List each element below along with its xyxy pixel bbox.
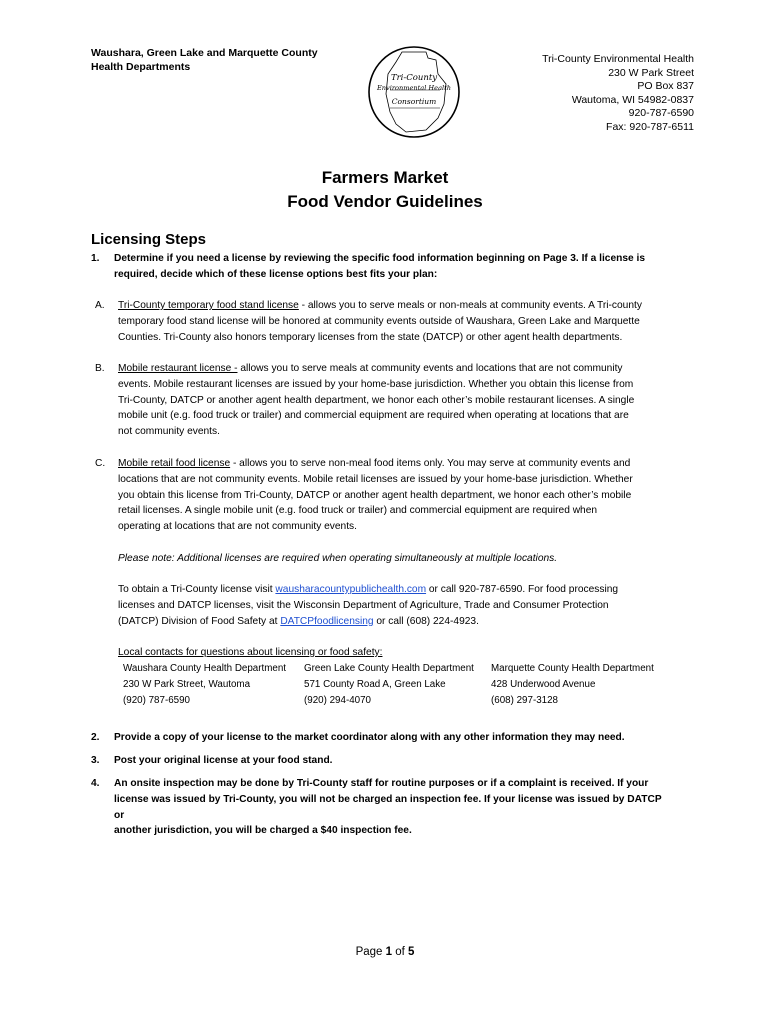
step-1-line: Determine if you need a license by reviewing the specific food information beginning on Page 3. If a license is xyxy=(114,253,646,264)
datcp-food-licensing-link[interactable]: DATCPfoodlicensing xyxy=(280,615,374,627)
option-text: - allows you to serve non-meal food items only. You may serve at community events and xyxy=(230,458,631,469)
contact-name: Green Lake County Health Department xyxy=(304,663,474,674)
contact-phone: (920) 294-4070 xyxy=(304,695,371,706)
document-title-line2: Food Vendor Guidelines xyxy=(287,192,483,211)
obtain-text: (DATCP) Division of Food Safety at xyxy=(118,615,281,627)
contacts-heading: Local contacts for questions about licensing or food safety: xyxy=(118,647,383,658)
contacts-table xyxy=(123,661,683,711)
option-text: - allows you to serve meals or non-meals at community events. A Tri-county xyxy=(298,300,642,311)
option-paragraph xyxy=(118,361,678,440)
section-heading-licensing-steps: Licensing Steps xyxy=(91,231,207,248)
option-line: retail licenses. A single mobile unit (e.g. food truck or trailer) and commercial equipment are required when xyxy=(118,505,598,517)
header-org-line2: Health Departments xyxy=(91,61,191,73)
obtain-line-2: licenses and DATCP licenses, visit the Wisconsin Department of Agriculture, Trade and Consumer Protection xyxy=(118,599,609,611)
option-line: you obtain this license from Tri-County, DATCP or another agent health department, we honor each other’s mobile xyxy=(118,489,632,501)
tri-county-website-link[interactable]: wausharacountypublichealth.com xyxy=(275,584,427,595)
option-paragraph xyxy=(118,298,678,345)
step-line: license was issued by Tri-County, you will not be charged an inspection fee. If your license was issued by DATCP or xyxy=(114,793,662,821)
step-number: 3. xyxy=(91,755,100,766)
license-type-link[interactable]: Mobile retail food license xyxy=(118,458,231,469)
license-type-link[interactable]: Mobile restaurant license - xyxy=(118,363,238,374)
option-line xyxy=(118,361,678,377)
step-1-line: required, decide which of these license options best fits your plan: xyxy=(114,268,438,280)
contact-name: Marquette County Health Department xyxy=(491,663,654,674)
consortium-logo xyxy=(366,44,462,140)
header-organization xyxy=(91,46,318,74)
contact-column xyxy=(304,661,494,709)
option-letter: C. xyxy=(95,458,106,469)
obtain-license-paragraph xyxy=(118,582,678,629)
page-label: Page xyxy=(355,946,386,958)
document-title-line1: Farmers Market xyxy=(321,168,449,187)
option-line: not community events. xyxy=(118,426,220,438)
obtain-text: To obtain a Tri-County license visit xyxy=(118,584,276,595)
step-number: 1. xyxy=(91,253,100,264)
contact-phone: (920) 787-6590 xyxy=(123,695,190,706)
step-line: An onsite inspection may be done by Tri-County staff for routine purposes or if a complaint is received. If your xyxy=(114,778,649,789)
option-paragraph xyxy=(118,456,678,535)
contact-address: 230 W Park Street, Wautoma xyxy=(123,679,251,690)
step-text xyxy=(114,730,674,746)
option-letter: A. xyxy=(95,300,105,311)
option-line: locations that are not community events. Mobile retail licenses are issued by your home-base jurisdiction. Whether xyxy=(118,473,633,485)
license-type-link[interactable]: Tri-County temporary food stand license xyxy=(118,300,299,311)
contact-column xyxy=(491,661,681,709)
option-line: Tri-County, DATCP or another agent health department, we honor each other’s mobile restaurant licenses. A single xyxy=(118,394,635,406)
address-line: PO Box 837 xyxy=(637,80,694,92)
option-line xyxy=(118,298,678,314)
step-line: Post your original license at your food stand. xyxy=(114,755,333,766)
option-text: allows you to serve meals at community events and locations that are not community xyxy=(237,363,623,374)
of-label: of xyxy=(392,946,409,958)
page-number xyxy=(0,946,770,958)
step-line: another jurisdiction, you will be charged a $40 inspection fee. xyxy=(114,825,412,837)
contact-name: Waushara County Health Department xyxy=(123,663,286,674)
header-address-block xyxy=(542,53,694,134)
contact-phone: (608) 297-3128 xyxy=(491,695,558,706)
logo-text-3: Consortium xyxy=(391,97,437,106)
step-line: Provide a copy of your license to the market coordinator along with any other information they may need. xyxy=(114,732,625,743)
address-line: 230 W Park Street xyxy=(608,66,694,79)
option-line: events. Mobile restaurant licenses are issued by your home-base jurisdiction. Whether you obtain this license from xyxy=(118,378,634,390)
step-1-text xyxy=(114,251,674,283)
contact-column xyxy=(123,661,313,709)
option-line xyxy=(118,456,678,472)
option-letter: B. xyxy=(95,363,105,374)
step-number: 2. xyxy=(91,732,100,743)
current-page: 1 xyxy=(385,946,393,958)
obtain-line-1 xyxy=(118,582,678,598)
step-text xyxy=(114,776,674,839)
address-line: Tri-County Environmental Health xyxy=(542,53,694,65)
address-line: 920-787-6590 xyxy=(628,107,694,119)
obtain-text: or call 920-787-6590. For food processing xyxy=(426,584,619,595)
multiple-locations-note: Please note: Additional licenses are required when operating simultaneously at multiple locations. xyxy=(118,553,558,564)
obtain-text: or call (608) 224-4923. xyxy=(373,615,479,627)
logo-text-2: Environmental Health xyxy=(376,84,452,92)
header-org-line1: Waushara, Green Lake and Marquette County xyxy=(91,47,318,59)
option-line: temporary food stand license will be honored at community events outside of Waushara, Green Lake and Marquette xyxy=(118,315,640,327)
obtain-line-3 xyxy=(118,614,678,630)
option-line: operating at locations that are not community events. xyxy=(118,521,357,533)
step-number: 4. xyxy=(91,778,100,789)
step-text xyxy=(114,753,674,769)
option-line: mobile unit (e.g. food truck or trailer) and commercial equipment are required when operating at locations that are xyxy=(118,410,629,422)
contact-address: 428 Underwood Avenue xyxy=(491,679,596,690)
contact-address: 571 County Road A, Green Lake xyxy=(304,679,446,690)
option-line: Counties. Tri-County also honors temporary licenses from the state (DATCP) or other agent health departments. xyxy=(118,331,623,343)
address-line: Wautoma, WI 54982-0837 xyxy=(571,93,694,106)
logo-text-1: Tri-County xyxy=(390,73,438,83)
total-pages: 5 xyxy=(408,946,415,958)
address-line: Fax: 920-787-6511 xyxy=(606,120,694,133)
